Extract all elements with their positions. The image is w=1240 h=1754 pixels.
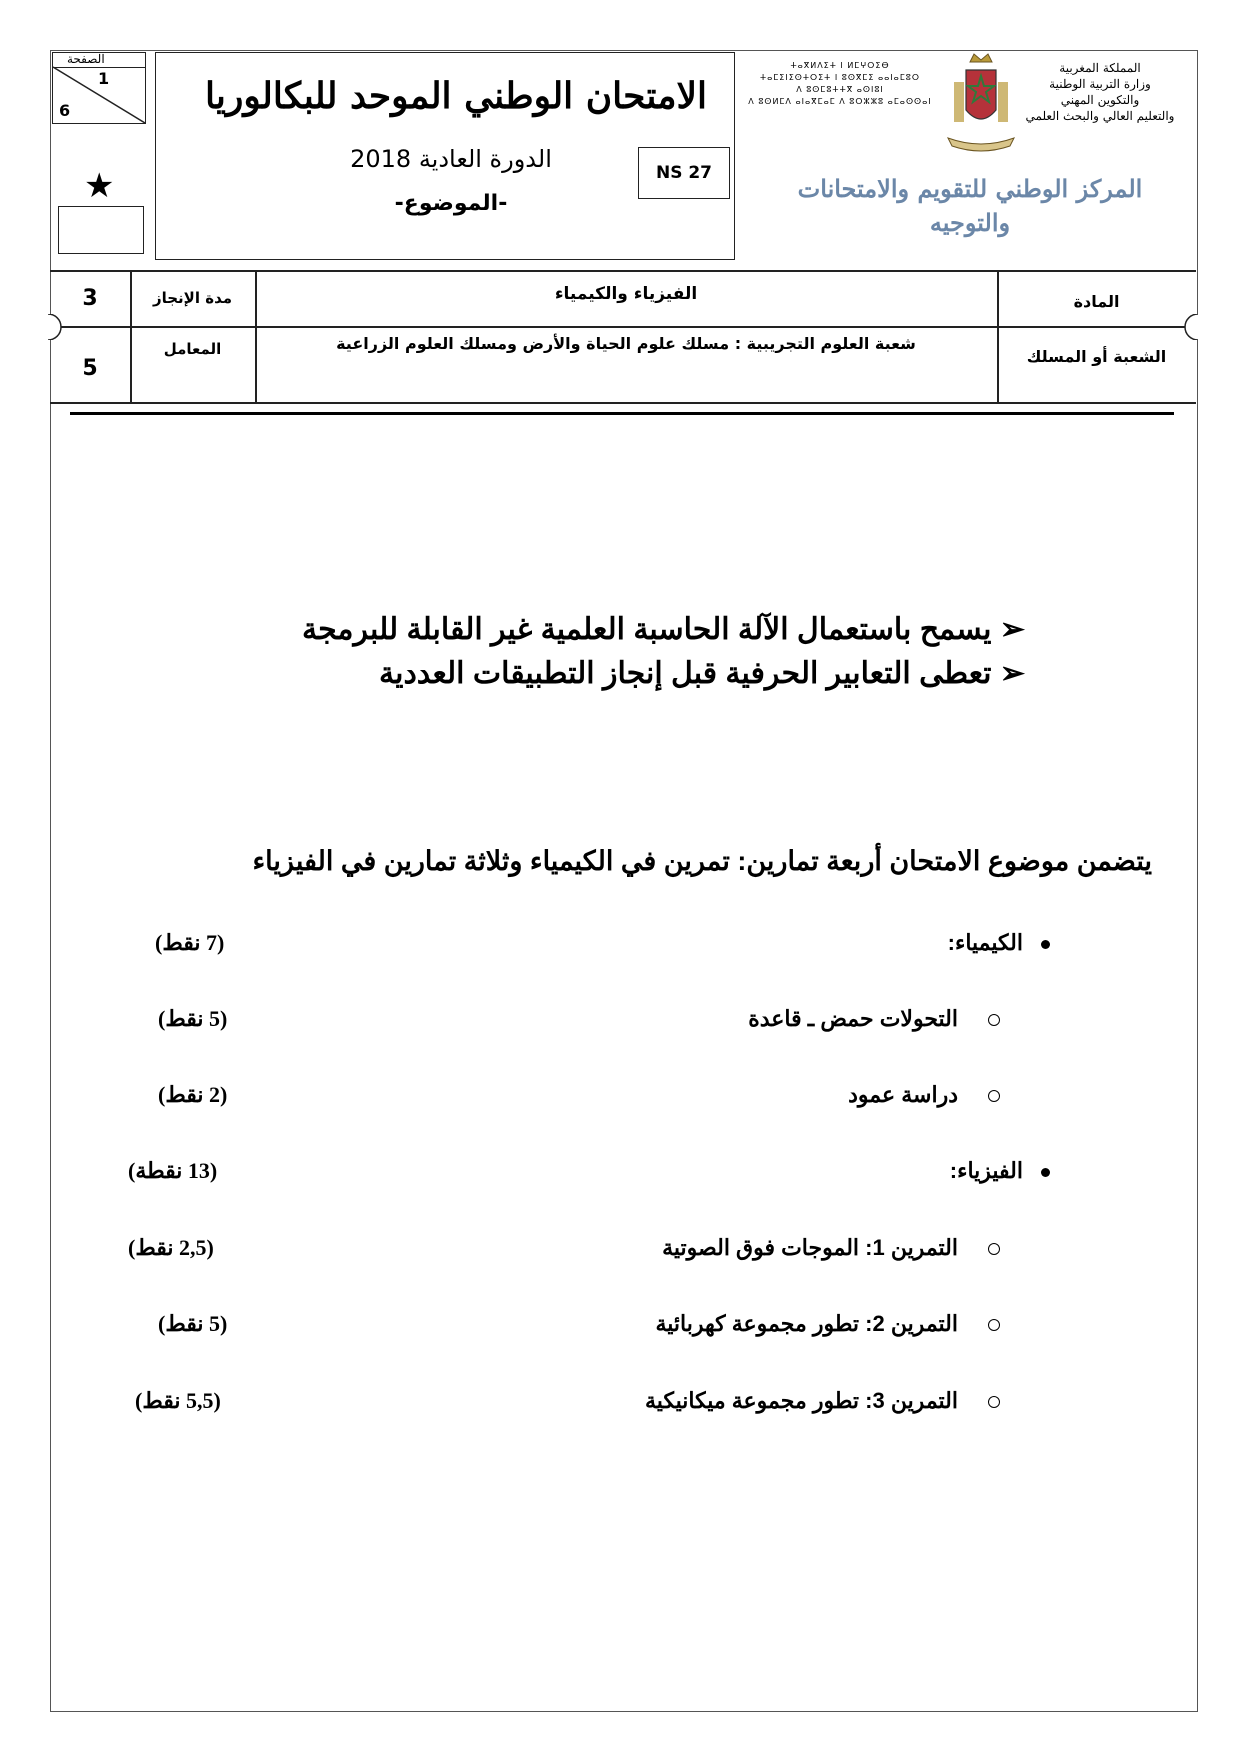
center-name [760,172,1180,240]
section-points: (13 نقطة) [128,1158,218,1183]
ministry-line: والتعليم العالي والبحث العلمي [1025,109,1175,123]
tifinagh-line: ⵜⴰⵎⵉⵏⵉⵙⵜⵔⵉⵜ ⵏ ⵓⵙⴳⵎⵉ ⴰⴰⵏⴰⵎⵓⵔ [760,73,920,82]
summary: يتضمن موضوع الامتحان أربعة تمارين: تمرين في الكيمياء وثلاثة تمارين في الفيزياء [252,846,1152,876]
ministry-block [1005,60,1195,124]
ministry-line: المملكة المغربية [1059,61,1141,75]
subject-label: المادة [1073,291,1120,311]
instruction [100,612,1025,647]
instruction [100,656,1025,691]
bullet-circle-icon [988,1396,1000,1408]
bullet-circle-icon [988,1014,1000,1026]
info-table [50,270,1196,404]
list-item [848,1082,1000,1108]
page-label: الصفحة [67,52,105,66]
center-name-line2: والتوجيه [929,208,1011,237]
bullet-circle-icon [988,1319,1000,1331]
instruction-text: يسمح باستعمال الآلة الحاسبة العلمية غير القابلة للبرمجة [301,613,992,646]
duration-value: 3 [82,285,98,311]
ministry-line: وزارة التربية الوطنية [1049,77,1151,91]
list-item [645,1388,1000,1414]
item-label: التحولات حمض ـ قاعدة [748,1006,958,1031]
exam-code: NS 27 [638,147,730,199]
section-title [948,930,1050,956]
session-title [336,145,566,173]
item-points: (5,5 نقط) [135,1388,221,1413]
tifinagh-block [740,60,940,108]
item-points: (2 نقط) [158,1082,228,1107]
item-label: التمرين 2: تطور مجموعة كهربائية [655,1311,958,1336]
section-title [950,1158,1050,1184]
instruction-text: تعطى التعابير الحرفية قبل إنجاز التطبيقات العددية [379,657,992,690]
header-separator [70,412,1174,415]
list-item [662,1235,1000,1261]
bullet-icon [1041,940,1050,949]
item-points: (2,5 نقط) [128,1235,214,1260]
page-number-box [52,52,146,124]
coef-label: المعامل [163,340,222,358]
bullet-icon [1041,1168,1050,1177]
list-item [748,1006,1000,1032]
item-label: التمرين 3: تطور مجموعة ميكانيكية [645,1388,958,1413]
section-title-text: الكيمياء: [947,930,1023,955]
subject-word: -الموضوع- [394,191,508,216]
bullet-circle-icon [988,1090,1000,1102]
list-item [656,1311,1001,1337]
session: الدورة العادية 2018 [350,145,552,173]
duration-label: مدة الإنجاز [152,289,233,307]
center-name-line1: المركز الوطني للتقويم والامتحانات [797,174,1143,203]
bullet-circle-icon [988,1243,1000,1255]
instruction-marker: ➢ [999,657,1025,690]
page-number: 1 [98,69,110,88]
tifinagh-line: ⴷ ⵓⵙⵍⵎⴷ ⴰⵏⴰⴳⵎⴰⵎ ⴷ ⵓⵔⵣⵣⵓ ⴰⵎⴰⵙⵙⴰⵏ [748,97,932,106]
tifinagh-line: ⴷ ⵓⵙⵎⵓⵜⵜⴳ ⴰⵙⵏⵓⵏ [796,85,884,94]
branch-value: شعبة العلوم التجريبية : مسلك علوم الحياة والأرض ومسلك العلوم الزراعية [336,334,916,353]
title-box [155,52,735,260]
item-label: دراسة عمود [848,1082,958,1107]
section-title-text: الفيزياء: [949,1158,1023,1183]
tifinagh-line: ⵜⴰⴳⵍⴷⵉⵜ ⵏ ⵍⵎⵖⵔⵉⴱ [790,61,890,70]
instruction-marker: ➢ [999,613,1025,646]
empty-box [58,206,144,254]
ministry-line: والتكوين المهني [1060,93,1140,107]
item-points: (5 نقط) [158,1311,228,1336]
exam-title: الامتحان الوطني الموحد للبكالوريا [204,75,708,117]
section-points: (7 نقط) [155,930,225,955]
item-points: (5 نقط) [158,1006,228,1031]
item-label: التمرين 1: الموجات فوق الصوتية [662,1235,958,1260]
page-total: 6 [59,101,71,120]
subject-value: الفيزياء والكيمياء [554,284,698,304]
star-icon: ★ [84,166,115,206]
branch-label: الشعبة أو المسلك [1026,346,1167,366]
coef-value: 5 [82,355,98,381]
